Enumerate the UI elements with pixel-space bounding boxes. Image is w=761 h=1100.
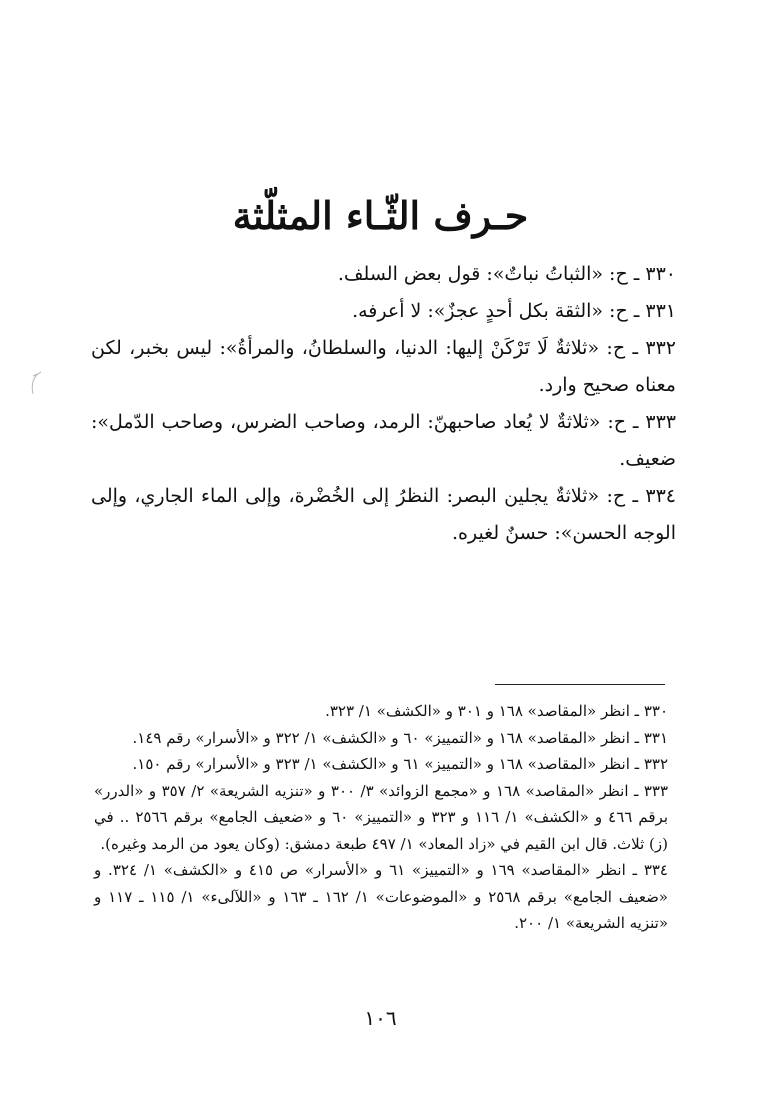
footnote-separator <box>495 684 665 685</box>
entry-330: ٣٣٠ ـ ح: «الثباتُ نباتٌ»: قول بعض السلف. <box>337 263 676 285</box>
entry-333: ٣٣٣ ـ ح: «ثلاثةٌ لا يُعاد صاحبهنّ: الرمد، وصاحب الضرس، وصاحب الدّمل»: ضعيف. <box>91 411 676 470</box>
footnote-331: ٣٣١ ـ انظر «المقاصد» ١٦٨ و «التمييز» ٦٠ و «الكشف» ١/ ٣٢٢ و «الأسرار» رقم ١٤٩. <box>132 728 668 747</box>
page-number: ١٠٦ <box>364 1006 397 1030</box>
page-title: حـرف الثّـاء المثلّثة <box>232 193 529 238</box>
entry-332: ٣٣٢ ـ ح: «ثلاثةٌ لَا تَرْكَنْ إليها: الدنيا، والسلطانُ، والمرأةُ»: ليس بخبر، لكن معناه صحيح وارد. <box>91 337 676 396</box>
margin-pencil-mark <box>27 370 45 402</box>
entry-331: ٣٣١ ـ ح: «الثقة بكل أحدٍ عجزٌ»: لا أعرفه. <box>352 300 676 322</box>
footnote-333: ٣٣٣ ـ انظر «المقاصد» ١٦٨ و «مجمع الزوائد» ٣/ ٣٠٠ و «تنزيه الشريعة» ٢/ ٣٥٧ و «الدرر» برقم ٤٦٦ و «الكشف» ١/ ١١٦ و ٣٢٣ و «التمييز» ٦٠ و «ضعيف الجامع» برقم ٢٥٦٦ .. في (ز) ثلاث. قال ابن القيم في «زاد المعاد» ١/ ٤٩٧ طبعة دمشق: (وكان يعود من الرمد وغيره). <box>94 781 669 853</box>
footnote-330: ٣٣٠ ـ انظر «المقاصد» ١٦٨ و ٣٠١ و «الكشف» ١/ ٣٢٣. <box>325 702 668 720</box>
footnote-334: ٣٣٤ ـ انظر «المقاصد» ١٦٩ و «التمييز» ٦١ و «الأسرار» ص ٤١٥ و «الكشف» ١/ ٣٢٤. و «ضعيف الجامع» برقم ٢٥٦٨ و «الموضوعات» ١/ ١٦٢ ـ ١٦٣ و «اللآلىء» ١/ ١١٥ ـ ١١٧ و «تنزيه الشريعة» ١/ ٢٠٠. <box>94 861 668 932</box>
entry-334: ٣٣٤ ـ ح: «ثلاثةٌ يجلين البصر: النظرُ إلى الخُضْرة، وإلى الماء الجاري، وإلى الوجه الحسن»: حسنٌ لغيره. <box>91 485 676 544</box>
footnote-332: ٣٣٢ ـ انظر «المقاصد» ١٦٨ و «التمييز» ٦١ و «الكشف» ١/ ٣٢٣ و «الأسرار» رقم ١٥٠. <box>132 755 668 773</box>
footnotes-list <box>94 698 668 937</box>
entries-list <box>91 256 676 552</box>
